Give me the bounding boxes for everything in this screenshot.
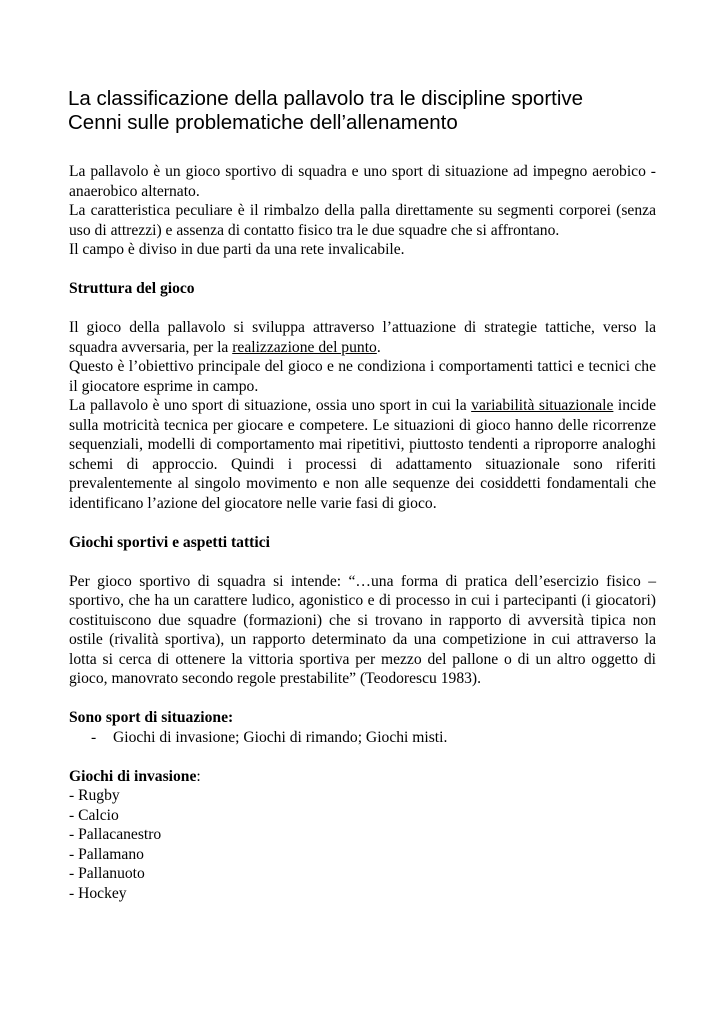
underlined-realizzazione: realizzazione del punto xyxy=(232,338,377,356)
document-body xyxy=(69,162,656,903)
struttura-p1-end: . xyxy=(376,338,381,356)
title-line-2: Cenni sulle problematiche dell’allenamento xyxy=(68,111,458,134)
invasione-colon: : xyxy=(196,767,201,785)
struttura-p3-rest: incide sulla motricità tecnica per giocare e competere. Le situazioni di gioco hanno delle ricorrenze sequenziali, modelli di comportamento mai ripetitivi, piuttosto tendenti a riproporre analoghi schemi di approccio. Quindi i processi di adattamento situazionale sono riferiti prevalentemente al singolo movimento e non alle sequenze dei cosiddetti fondamentali che identificano l’azione del giocatore nelle varie fasi di gioco. xyxy=(69,397,657,512)
heading-giochi: Giochi sportivi e aspetti tattici xyxy=(69,533,270,551)
situazione-list xyxy=(69,728,656,748)
heading-situazione: Sono sport di situazione: xyxy=(69,709,234,726)
page-title xyxy=(68,87,688,135)
intro-paragraph-3: Il campo è diviso in due parti da una rete invalicabile. xyxy=(69,241,405,258)
list-item: - Pallacanestro xyxy=(69,826,162,843)
intro-paragraph-2: La caratteristica peculiare è il rimbalzo della palla direttamente su segmenti corporei (senza uso di attrezzi) e assenza di contatto fisico tra le due squadre che si affrontano. xyxy=(69,202,656,239)
struttura-paragraph-3 xyxy=(69,396,656,513)
list-item: - Calcio xyxy=(69,806,119,824)
giochi-paragraph-1: Per gioco sportivo di squadra si intende: “…una forma di pratica dell’esercizio fisico – sportivo, che ha un carattere ludico, agonistico e di processo in cui i partecipanti (i giocatori) costituiscono due squadre (formazioni) che si trovano in rapporto di avversità tipica non ostile (rivalità sportiva), un rapporto determinato da una competizione in cui attraverso la lotta si cerca di ottenere la vittoria sportiva per mezzo del pallone o di un altro oggetto di gioco, manovrato secondo regole prestabilite” (Teodorescu 1983). xyxy=(69,572,656,687)
list-item: - Hockey xyxy=(69,884,127,902)
list-item: - Rugby xyxy=(69,787,120,804)
struttura-p3-text: La pallavolo è uno sport di situazione, ossia uno sport in cui la xyxy=(69,397,472,414)
title-line-1: La classificazione della pallavolo tra le discipline sportive xyxy=(68,87,584,110)
invasione-label: Giochi di invasione xyxy=(69,767,197,785)
heading-struttura: Struttura del gioco xyxy=(69,280,195,297)
struttura-p1-text: Il gioco della pallavolo si sviluppa attraverso l’attuazione di strategie tattiche, verso la squadra avversaria, per la xyxy=(69,319,656,356)
list-item: - Pallanuoto xyxy=(69,865,145,882)
invasione-heading xyxy=(69,767,656,787)
struttura-paragraph-1 xyxy=(69,318,656,357)
list-item: - Giochi di invasione; Giochi di rimando; Giochi misti. xyxy=(91,728,656,748)
struttura-paragraph-2: Questo è l’obiettivo principale del gioco e ne condiziona i comportamenti tattici e tecnici che il giocatore esprime in campo. xyxy=(69,358,656,395)
invasione-list xyxy=(69,786,656,903)
intro-paragraph-1: La pallavolo è un gioco sportivo di squadra e uno sport di situazione ad impegno aerobico - anaerobico alternato. xyxy=(69,163,656,200)
underlined-variabilita: variabilità situazionale xyxy=(471,397,614,414)
list-item: - Pallamano xyxy=(69,845,144,863)
